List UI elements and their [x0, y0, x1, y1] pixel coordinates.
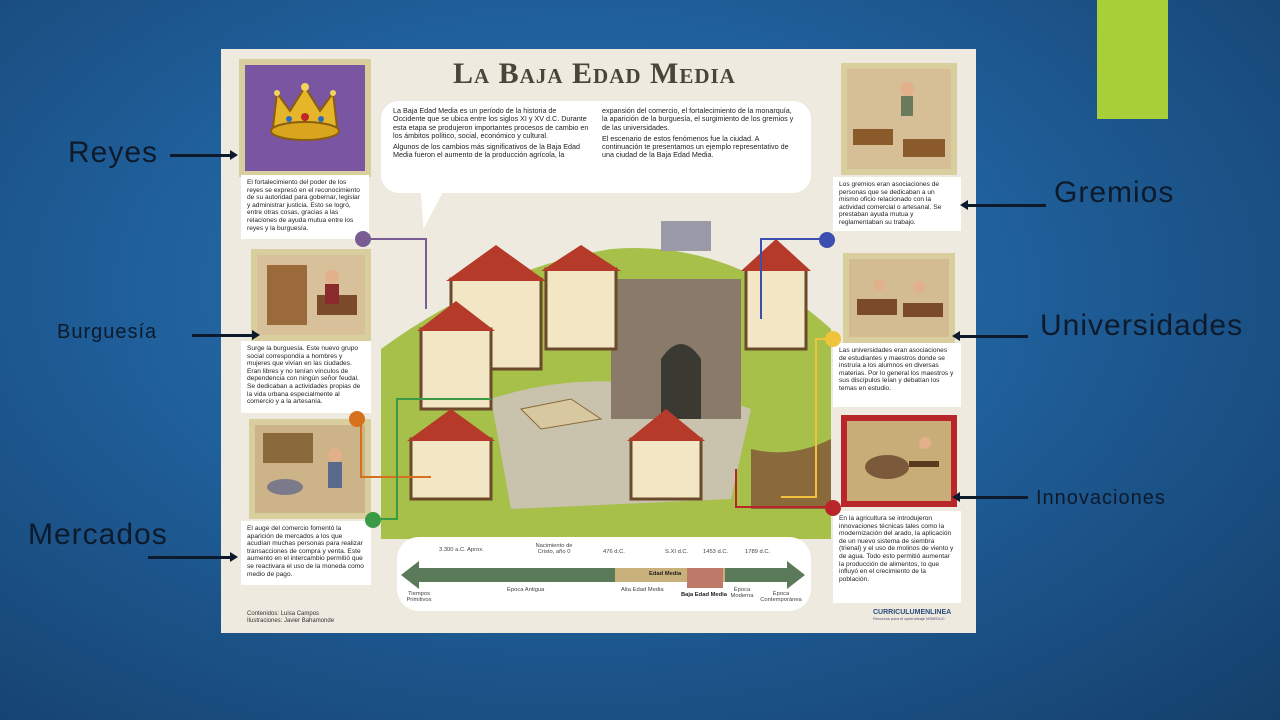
burguesia-text: Surge la burguesía. Este nuevo grupo social correspondía a hombres y mujeres que vivían en las ciudades. Eran libres y no tenían vínculos de dependencia con ningún señor feudal. Se dedicaban a actividades propias de la vida urbana especialmente al comercio y a la artesanía.	[241, 341, 371, 413]
timeline-period-6: Época Moderna	[730, 587, 754, 599]
arrow-mercados	[148, 556, 232, 559]
arrow-burguesia	[192, 334, 254, 337]
timeline-date-1: 3.300 a.C. Aprox.	[439, 547, 484, 553]
logo-tagline: Recursos para el aprendizaje MINEDUC	[873, 616, 945, 621]
logo-name: CURRICULUMENLINEA	[873, 609, 952, 616]
label-innovaciones: Innovaciones	[1036, 487, 1166, 509]
innovaciones-text: En la agricultura se introdujeron innovaciones técnicas tales como la modernización del arado, la aplicación de un nuevo sistema de siembra (trienal) y el uso de molinos de viento y de agua. Todo esto permitió aumentar la producción de alimentos, lo que influyó en el crecimiento de la población.	[833, 511, 961, 603]
reyes-text: El fortalecimiento del poder de los reyes se expresó en el reconocimiento de su autoridad para gobernar, legislar y administrar justicia. Esto se logró, entre otras cosas, gracias a las relaciones de ayuda mutua entre los reyes y la burguesía.	[241, 175, 369, 239]
timeline-period-2: Época Antigua	[507, 587, 545, 593]
intro-paragraph-2: Algunos de los cambios más significativos de la Baja Edad Media fueron el aumento de la producción agrícola, la expansión del comercio, el fortalecimiento de la monarquía, la aparición de la burguesía, el surgimiento de los gremios y de las universidades.	[393, 106, 794, 160]
timeline-date-3: 476 d.C.	[603, 549, 625, 555]
label-mercados: Mercados	[28, 518, 168, 551]
credits-contenidos: Contenidos: Luisa Campos	[247, 611, 320, 617]
poster-title: La Baja Edad Media	[453, 57, 736, 90]
curriculum-logo	[873, 609, 951, 621]
timeline-date-2: Nacimiento de Cristo, año 0	[535, 543, 573, 555]
universidades-text: Las universidades eran asociaciones de estudiantes y maestros donde se instruía a los alumnos en diversas materias. Por lo general los maestros y sus discípulos leían y debatían los temas en estudio.	[833, 343, 961, 407]
gremios-marker	[819, 232, 835, 248]
innovaciones-marker	[825, 500, 841, 516]
timeline-period-1: Tiempos Primitivos	[406, 591, 432, 603]
arrow-innovaciones	[958, 496, 1028, 499]
poster-credits	[247, 611, 334, 625]
credits-ilustraciones: Ilustraciones: Javier Bahamonde	[247, 618, 335, 624]
label-universidades: Universidades	[1040, 309, 1244, 342]
timeline	[397, 537, 811, 611]
label-reyes: Reyes	[68, 136, 159, 169]
accent-rectangle	[1097, 0, 1168, 119]
timeline-period-5: Baja Edad Media	[680, 592, 728, 598]
arrow-gremios	[966, 204, 1046, 207]
arrow-reyes	[170, 154, 232, 157]
mercados-marker	[365, 512, 381, 528]
label-burguesia: Burguesía	[57, 321, 158, 343]
intro-paragraph-3: El escenario de estos fenómenos fue la ciudad. A continuación te presentamos un ejemplo representativo de una ciudad de la Baja Edad Media.	[602, 133, 789, 160]
poster-image	[221, 49, 976, 633]
mercados-text: El auge del comercio fomentó la aparición de mercados a los que acudían muchas personas para realizar transacciones de compra y venta. Este aumento en el intercambio permitió que se reactivara el uso de la moneda como medio de pago.	[241, 521, 371, 585]
timeline-date-5: 1453 d.C.	[703, 549, 729, 555]
timeline-period-7: Época Contemporánea	[760, 591, 802, 603]
timeline-period-4: Edad Media	[649, 571, 682, 577]
timeline-date-6: 1789 d.C.	[745, 549, 771, 555]
arrow-universidades	[958, 335, 1028, 338]
gremios-text: Los gremios eran asociaciones de personas que se dedicaban a un mismo oficio relacionado con la actividad comercial o artesanal. Se prestaban ayuda mutua y reglamentaban su trabajo.	[833, 177, 961, 231]
universidades-marker	[825, 331, 841, 347]
label-gremios: Gremios	[1054, 176, 1175, 209]
timeline-date-4: S.XI d.C.	[665, 549, 689, 555]
reyes-marker	[355, 231, 371, 247]
timeline-period-3: Alta Edad Media	[621, 587, 664, 593]
intro-paragraph-1: La Baja Edad Media es un período de la historia de Occidente que se ubica entre los siglos XI y XV d.C. Durante esta etapa se produjeron importantes procesos de cambio en los ámbitos político, social, económico y cultural.	[393, 106, 589, 140]
burguesia-marker	[349, 411, 365, 427]
